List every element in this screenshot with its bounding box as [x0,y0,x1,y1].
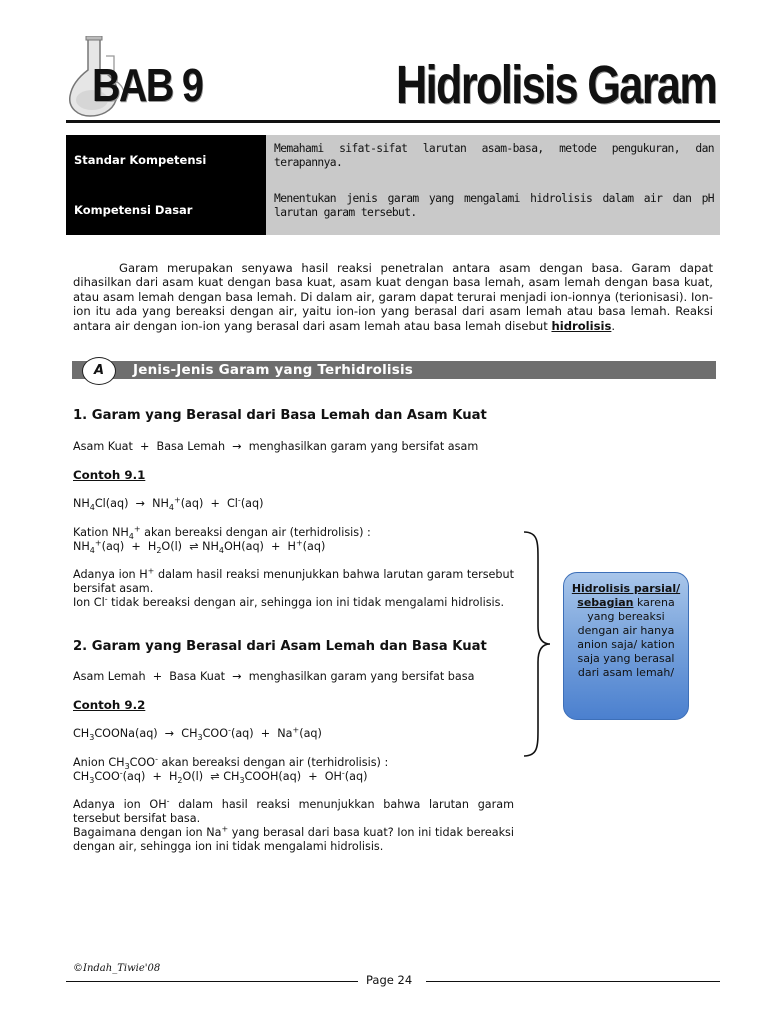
header-divider [66,120,720,123]
competency-text: Memahami sifat-sifat larutan asam-basa, metode pengukuran, dan terapannya. [266,135,720,185]
part2-equation-2: $CH_3COO^-(aq) + H_2O(l)$ ⇌ $CH_3COOH(aq) + OH^-(aq)$ [73,768,368,786]
callout-bold: Hidrolisis parsial/ sebagian [571,582,681,609]
competency-text: Menentukan jenis garam yang mengalami hidrolisis dalam air dan pH larutan garam tersebut. [266,185,720,235]
part2-anion-line: Anion $CH_3COO^-$ akan bereaksi dengan air (terhidrolisis) : [73,754,389,772]
competency-label: Kompetensi Dasar [66,185,266,235]
example-label: Contoh 9.2 [73,698,146,712]
part2-equation-1: $CH_3COONa(aq) \to CH_3COO^-(aq) + Na^+(aq)$ [73,725,322,743]
intro-paragraph: Garam merupakan senyawa hasil reaksi penetralan antara asam dengan basa. Garam dapat dihasilkan dari asam kuat dengan basa kuat, asam kuat dengan basa lemah, asam lemah dengan basa kuat, atau asam lemah dengan basa lemah. Di dalam air, garam dapat terurai menjadi ion-ionnya (terionisasi). Ion-ion itu ada yang bereaksi dengan air, yaitu ion-ion yang berasal dari asam lemah atau basa lemah. Reaksi antara air dengan ion-ion yang berasal dari asam lemah atau basa lemah disebut hidrolisis. [73,261,713,333]
part1-equation-1: $NH_4Cl(aq) \to NH_4^+(aq) + Cl^-(aq)$ [73,495,264,513]
example-label: Contoh 9.1 [73,468,146,482]
competency-row-basic [66,185,720,235]
part1-rule: Asam Kuat + Basa Lemah → menghasilkan garam yang bersifat asam [73,440,479,453]
page-number: Page 24 [366,973,413,987]
callout-box [563,572,689,720]
part1-cation-line: Kation $NH_4^+$ akan bereaksi dengan air (terhidrolisis) : [73,524,371,542]
callout-text: karena yang bereaksi dengan air hanya anion saja/ kation saja yang berasal dari asam lemah/ [577,596,675,679]
part2-note-1: Adanya ion OH- dalam hasil reaksi menunjukkan bahwa larutan garam tersebut bersifat basa. [73,796,514,826]
section-title: Jenis-Jenis Garam yang Terhidrolisis [133,362,414,378]
part2-rule: Asam Lemah + Basa Kuat → menghasilkan garam yang bersifat basa [73,670,475,683]
part1-equation-2: $NH_4^+(aq) + H_2O(l)$ ⇌ $NH_4OH(aq) + H^+(aq)$ [73,538,326,556]
part1-heading: 1. Garam yang Berasal dari Basa Lemah dan Asam Kuat [73,408,487,423]
footer-divider-left [66,981,358,982]
footer-divider-right [426,981,720,982]
part1-note-2: Ion Cl- tidak bereaksi dengan air, sehingga ion ini tidak mengalami hidrolisis. [73,594,505,609]
chapter-label: BAB 9 [92,59,203,111]
section-badge: A [82,357,116,385]
part2-heading: 2. Garam yang Berasal dari Asam Lemah dan Basa Kuat [73,639,487,654]
competency-label: Standar Kompetensi [66,135,266,185]
footer-credit: ©Indah_Tiwie'08 [73,963,161,974]
hidrolisis-term: hidrolisis [551,318,612,333]
competency-table [66,135,720,235]
competency-row-standard [66,135,720,185]
part2-note-2: Bagaimana dengan ion Na+ yang berasal dari basa kuat? Ion ini tidak bereaksi dengan air, sehingga ion ini tidak mengalami hidrolisis. [73,824,514,854]
part1-note-1: Adanya ion H+ dalam hasil reaksi menunjukkan bahwa larutan garam tersebut bersifat asam. [73,566,514,596]
page-title: Hidrolisis Garam [395,55,716,115]
curly-brace-icon [520,530,554,758]
